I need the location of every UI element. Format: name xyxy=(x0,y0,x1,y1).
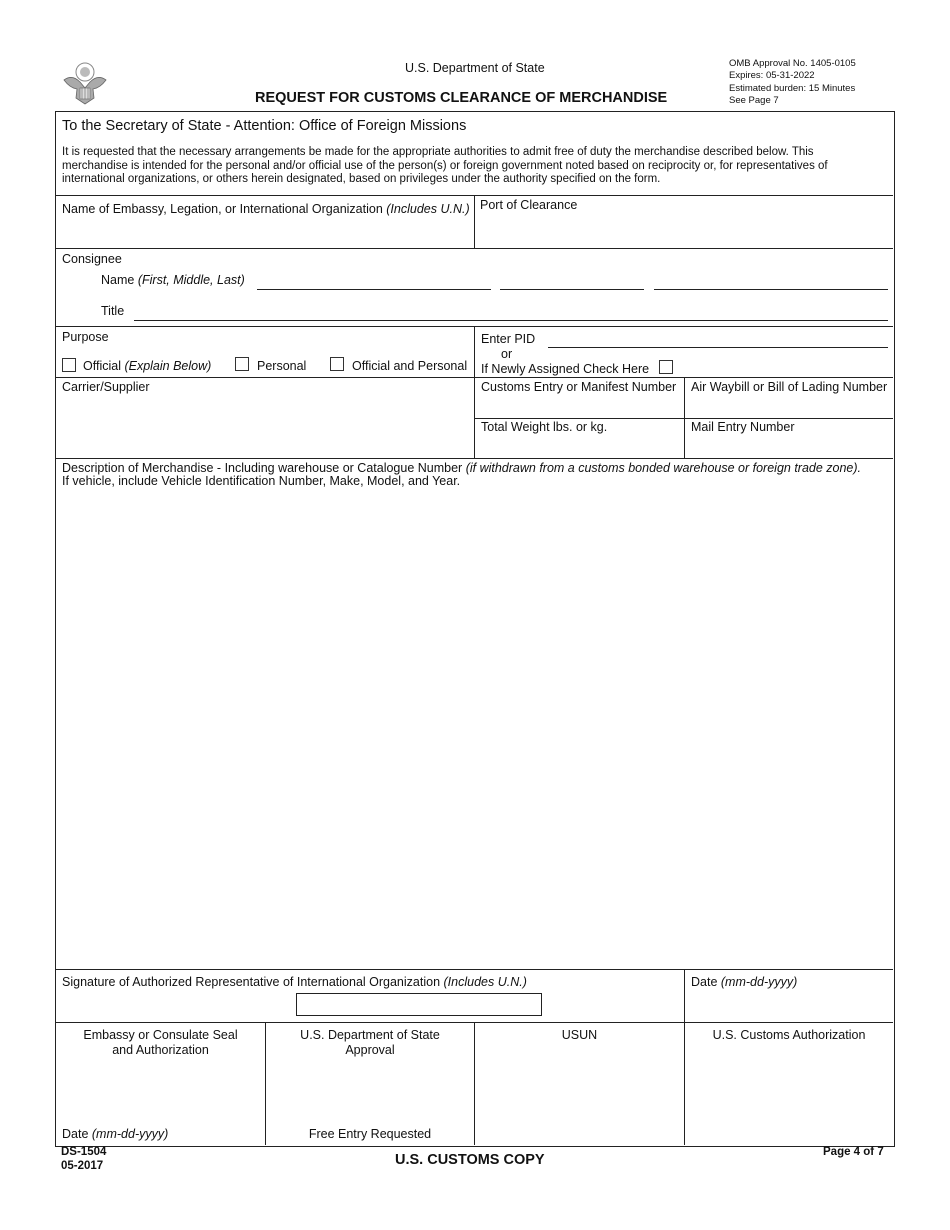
port-field[interactable] xyxy=(478,214,888,246)
personal-checkbox[interactable] xyxy=(235,357,249,371)
page-number: Page 4 of 7 xyxy=(823,1146,884,1158)
copy-label: U.S. CUSTOMS COPY xyxy=(395,1152,545,1168)
middle-name-field[interactable] xyxy=(500,289,644,290)
signature-field[interactable] xyxy=(296,993,542,1016)
newly-assigned-checkbox[interactable] xyxy=(659,360,673,374)
usun-label: USUN xyxy=(561,1028,598,1042)
waybill-label: Air Waybill or Bill of Lading Number xyxy=(691,380,888,394)
customs-entry-label: Customs Entry or Manifest Number xyxy=(481,380,677,394)
customs-entry-field[interactable] xyxy=(478,396,681,416)
seal-date-label: Date (mm-dd-yyyy) xyxy=(62,1127,169,1141)
state-approval-label: U.S. Department of State Approval xyxy=(300,1028,440,1057)
official-and-personal-checkbox[interactable] xyxy=(330,357,344,371)
last-name-field[interactable] xyxy=(654,289,888,290)
weight-label: Total Weight lbs. or kg. xyxy=(481,420,608,434)
pid-label: Enter PID xyxy=(481,332,536,346)
description-field[interactable] xyxy=(58,492,888,966)
pid-or-label: or xyxy=(501,347,513,361)
mail-entry-field[interactable] xyxy=(688,436,888,456)
consignee-heading: Consignee xyxy=(62,252,122,266)
embassy-label: Name of Embassy, Legation, or International Organization (Includes U.N.) xyxy=(62,202,470,216)
pid-field[interactable] xyxy=(548,347,888,348)
embassy-field[interactable] xyxy=(58,218,470,246)
department-name: U.S. Department of State xyxy=(405,61,545,75)
customs-authorization-label: U.S. Customs Authorization xyxy=(712,1028,866,1042)
form-number: DS-1504 05-2017 xyxy=(61,1146,107,1172)
intro-heading: To the Secretary of State - Attention: Office of Foreign Missions xyxy=(62,118,467,134)
purpose-heading: Purpose xyxy=(62,330,109,344)
carrier-label: Carrier/Supplier xyxy=(62,380,150,394)
description-label: Description of Merchandise - Including warehouse or Catalogue Number (if withdrawn from a customs bonded warehouse or foreign trade zone). If vehicle, include Vehicle Identification Number, Make, Model, and Year. xyxy=(62,461,862,488)
pid-new-label: If Newly Assigned Check Here xyxy=(481,362,650,376)
mail-entry-label: Mail Entry Number xyxy=(691,420,795,434)
signature-date-label: Date (mm-dd-yyyy) xyxy=(691,975,798,989)
us-seal-icon xyxy=(60,58,110,108)
personal-label: Personal xyxy=(257,359,307,373)
weight-field[interactable] xyxy=(478,436,681,456)
signature-date-field[interactable] xyxy=(688,992,888,1018)
consignee-name-label: Name (First, Middle, Last) xyxy=(101,273,245,287)
form-title: REQUEST FOR CUSTOMS CLEARANCE OF MERCHANDISE xyxy=(255,90,668,106)
consignee-title-field[interactable] xyxy=(134,320,888,321)
port-label: Port of Clearance xyxy=(480,198,578,212)
official-and-personal-label: Official and Personal xyxy=(352,359,468,373)
signature-label: Signature of Authorized Representative of International Organization (Includes U.N.) xyxy=(62,975,527,989)
free-entry-label: Free Entry Requested xyxy=(308,1127,432,1141)
official-label: Official (Explain Below) xyxy=(83,359,212,373)
first-name-field[interactable] xyxy=(257,289,491,290)
intro-text: It is requested that the necessary arrangements be made for the appropriate authorities to admit free of duty the merchandise described below. This merchandise is intended for the personal and/or official use of the person(s) or foreign government noted based on reciprocity or, for representatives of international organizations, or others herein designated, based on privileges under the authority specified on the form. xyxy=(62,146,828,186)
waybill-field[interactable] xyxy=(688,396,888,416)
embassy-seal-label: Embassy or Consulate Seal and Authorization xyxy=(83,1028,238,1057)
omb-info: OMB Approval No. 1405-0105 Expires: 05-31-2022 Estimated burden: 15 Minutes See Page 7 xyxy=(729,58,856,106)
consignee-title-label: Title xyxy=(101,304,125,318)
official-checkbox[interactable] xyxy=(62,358,76,372)
carrier-field[interactable] xyxy=(58,396,470,456)
